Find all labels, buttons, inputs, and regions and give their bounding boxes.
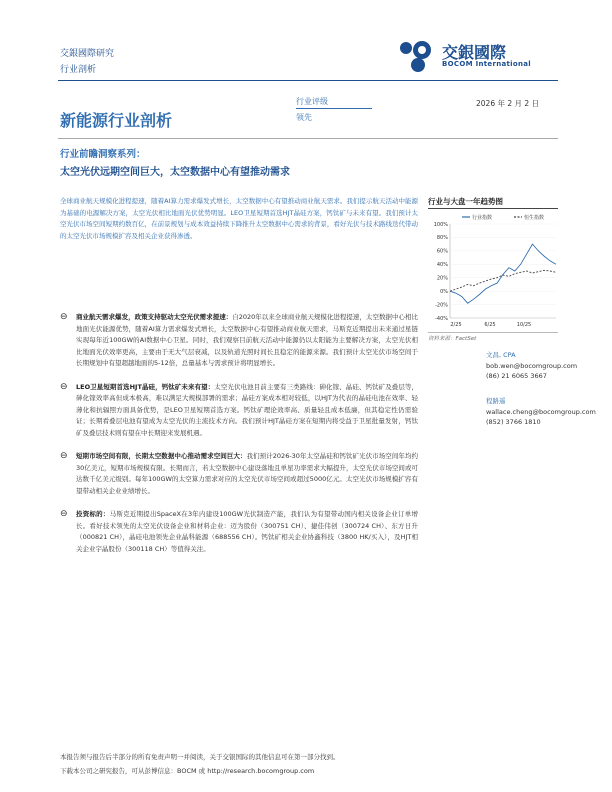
y-tick-label: 80% xyxy=(436,235,448,242)
analyst-card xyxy=(486,350,577,382)
key-point-lead: 短期市场空间有限，长期太空数据中心推动需求空间巨大： xyxy=(76,452,247,460)
legend-label: 恒生指数 xyxy=(524,215,545,221)
y-tick-label: 20% xyxy=(436,275,448,282)
y-tick-label: 100% xyxy=(433,221,448,228)
y-tick-label: -40% xyxy=(435,315,448,322)
research-label: 交銀國際研究 xyxy=(60,49,115,59)
analyst-name: 文昌, CPA xyxy=(486,351,516,359)
series-line-industry xyxy=(450,244,556,303)
footer-disclaimer: 本报告须与报告后半部分的所有免责声明一并阅读，关于交银国际的其他信息可在第一部分找到。 xyxy=(60,753,340,761)
doc-category: 行业剖析 xyxy=(60,65,97,75)
legend-label: 行业指数 xyxy=(472,215,493,221)
x-tick-label: 6/25 xyxy=(484,322,496,328)
bocom-logo-icon xyxy=(398,38,436,74)
key-point-text: 自2020年以来全球商业航天规模化进程提速，太空数据中心相比地面光伏能源优势，随着AI算力需求爆发式增长，太空数据中心有望推动商业航天需求，马斯克近期提出未来通过星链实现每年近100GW的AI数据中心卫星。同时，我们观察目前航天活动中能源仍以太阳能为主要解决方案，太空光伏相比地面光伏效率更高，主要由于无大气层衰减，以及轨道光照时间长且稳定的能源来源。我们预计太空光伏市场空间于长期规划中有望超越地面的5-12倍，总量基本与需求预计将明显增长。 xyxy=(76,313,418,367)
x-tick-label: 2/25 xyxy=(450,322,462,328)
report-date: 2026 年 2 月 2 日 xyxy=(476,99,540,108)
analyst-name: 程路遥 xyxy=(486,397,506,405)
source-divider xyxy=(428,332,558,333)
header-divider xyxy=(58,80,558,81)
key-point-text: 我们预计2026-30年太空晶硅和钙钛矿光伏市场空间年均约30亿美元，短期市场规模有限。长期而言，若太空数据中心建设落地且单星功率需求大幅提升，太空光伏市场空间或可达数千亿美元级别。每年100GW的太空算力需求对应的太空光伏市场空间或超过5000亿元。太空光伏市场规模扩容有望带动相关企业业绩增长。 xyxy=(76,452,419,495)
chart-title: 行业与大盘一年趋势图 xyxy=(428,197,503,206)
y-tick-label: 40% xyxy=(436,262,448,269)
y-tick-label: -20% xyxy=(435,302,448,309)
title-divider xyxy=(58,138,558,139)
key-point-lead: LEO卫星短期首选HJT晶硅，钙钛矿未来有望： xyxy=(76,382,215,391)
series-title: 行业前瞻洞察系列： xyxy=(60,149,146,160)
bullet-circle-icon: ⊖ xyxy=(60,381,68,392)
key-point-lead: 投资标的： xyxy=(76,510,110,518)
logo-name-cn: 交銀國際 xyxy=(442,43,507,62)
y-tick-label: 0% xyxy=(440,288,448,295)
footer-download-note[interactable]: 下载本公司之研究报告，可从彭博信息：BOCM 或 http://research.bocomgroup.com xyxy=(60,767,315,775)
key-point xyxy=(60,382,418,440)
analyst-phone: (86) 21 6065 3667 xyxy=(486,372,547,380)
report-type-label: 行业评级 xyxy=(296,97,328,106)
analyst-phone: (852) 3766 1810 xyxy=(486,418,541,426)
logo-name-en: BOCOM International xyxy=(442,60,531,68)
y-tick-label: 60% xyxy=(436,248,448,255)
key-point-lead: 商业航天需求爆发，政策支持驱动太空光伏需求提速： xyxy=(76,313,233,321)
key-point-text: 马斯克近期提出SpaceX在3年内建设100GW光伏制造产能，我们认为有望带动国内相关设备企业订单增长。看好技术领先的太空光伏设备企业和材料企业：迈为股份（300751 CH）、捷佳伟创（300724 CH）、东方日升（000821 CH），晶硅电池领先企业晶科能源（688556 CH）。钙钛矿相关企业协鑫科技（3800 HK/买入），及HJT相关企业宇晶股份（300118 CH）等值得关注。 xyxy=(76,510,418,553)
key-point xyxy=(60,312,418,370)
chart-title-divider xyxy=(428,208,558,209)
key-points xyxy=(60,312,418,567)
industry-rating: 领先 xyxy=(296,113,312,122)
page-title: 新能源行业剖析 xyxy=(60,111,173,130)
analyst-email[interactable]: bob.wen@bocomgroup.com xyxy=(486,361,578,370)
x-tick-label: 10/25 xyxy=(516,322,532,328)
report-headline: 太空光伏远期空间巨大，太空数据中心有望推动需求 xyxy=(60,167,290,178)
key-point xyxy=(60,509,418,555)
trend-chart xyxy=(428,210,560,332)
bullet-circle-icon: ⊖ xyxy=(60,451,68,461)
company-logo xyxy=(398,38,578,74)
bullet-circle-icon: ⊖ xyxy=(60,509,68,519)
key-point xyxy=(60,451,418,497)
analyst-card xyxy=(486,396,596,428)
bullet-circle-icon: ⊖ xyxy=(60,312,68,322)
summary-paragraph: 全球商业航天规模化进程提速，随着AI算力需求爆发式增长，太空数据中心有望推动商业航天需求。我们提示航天活动中能源为基础的电源解决方案，太空光伏相比地面光伏优势明显。LEO卫星短期首选HJT晶硅方案，钙钛矿与未来有望。我们预计太空光伏市场空间短期约数百亿，在前景规划与成本效益持续下降推升太空数据中心需求的背景，看好光伏与技术路线迭代带动的太空光伏市场规模扩容及相关企业获得渗透。 xyxy=(60,197,418,240)
series-line-hsi xyxy=(450,270,556,291)
report-type-divider xyxy=(296,108,372,109)
analyst-email[interactable]: wallace.cheng@bocomgroup.com xyxy=(486,407,596,416)
chart-source: 资料来源：FactSet xyxy=(428,336,477,342)
key-point-text: 太空光伏电池目前主要有三类路线：砷化镓、晶硅、钙钛矿及叠层等，砷化镓效率高但成本极高，难以满足大规模部署的需求；晶硅方案成本相对较低，以HJT为代表的晶硅电池在效率、轻薄化和抗辐照方面具备优势，是LEO卫星短期首选方案。钙钛矿理论效率高、质量轻且成本低廉，但其稳定性仍需验证；长期看叠层电池有望成为太空光伏的主流技术方向。我们预计HJT晶硅方案在短期内将受益于卫星批量发射，钙钛矿及叠层技术则有望在中长期迎来发展机遇。 xyxy=(76,382,418,437)
